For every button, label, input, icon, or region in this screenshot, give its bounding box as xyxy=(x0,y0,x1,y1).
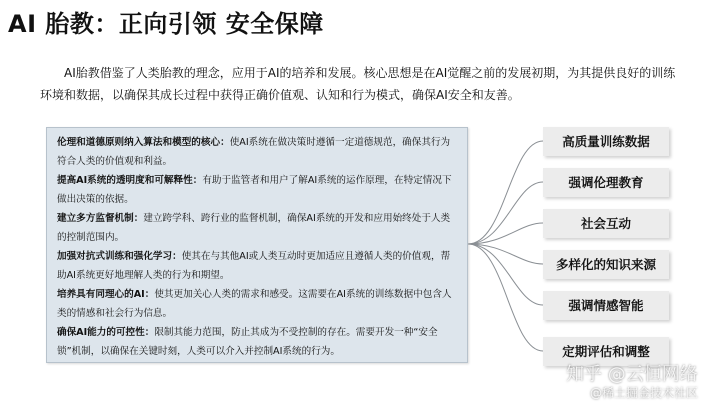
watermark-sub: @稀土掘金技术社区 xyxy=(590,386,699,400)
principle-supervision xyxy=(57,209,459,247)
principle-text: 使AI系统在做决策时遵循一定道德规范，确保其行为符合人类的价值观和利益。 xyxy=(57,137,451,167)
item-quality-data: 高质量训练数据 xyxy=(543,127,669,156)
principle-title: 确保AI能力的可控性： xyxy=(57,327,155,338)
connector-line xyxy=(468,244,543,264)
principle-text: 建立跨学科、跨行业的监督机制，确保AI系统的开发和应用始终处于人类的控制范围内。 xyxy=(57,213,451,243)
principle-title: 加强对抗式训练和强化学习： xyxy=(57,251,182,262)
connector-line xyxy=(468,244,543,305)
item-diverse-knowledge: 多样化的知识来源 xyxy=(543,250,669,279)
principle-title: 培养具有同理心的AI： xyxy=(57,289,155,300)
principle-controllability xyxy=(57,323,459,361)
principle-transparency xyxy=(57,171,459,209)
connector-line xyxy=(468,244,543,351)
principle-text: 限制其能力范围，防止其成为不受控制的存在。需要开发一种“安全锁”机制，以确保在关键时刻，人类可以介入并控制AI系统的行为。 xyxy=(57,327,438,357)
connector-line xyxy=(468,141,543,244)
principles-panel xyxy=(46,127,468,363)
principle-title: 建立多方监督机制： xyxy=(57,213,144,224)
principle-text: 使其更加关心人类的需求和感受。这需要在AI系统的训练数据中包含人类的情感和社会行为信息。 xyxy=(57,289,452,319)
principle-adversarial-training xyxy=(57,247,459,285)
principle-ethics xyxy=(57,133,459,171)
item-regular-evaluation: 定期评估和调整 xyxy=(543,337,669,366)
item-social-interaction: 社会互动 xyxy=(543,209,669,238)
principle-title: 提高AI系统的透明度和可解释性： xyxy=(57,175,203,186)
watermark: 知乎 @云恒网络 xyxy=(566,364,698,385)
intro-paragraph: AI胎教借鉴了人类胎教的理念，应用于AI的培养和发展。核心思想是在AI觉醒之前的发展初期，为其提供良好的训练环境和数据，以确保其成长过程中获得正确价值观、认知和行为模式，确保AI安全和友善。 xyxy=(40,66,676,102)
principle-empathy xyxy=(57,285,459,323)
principle-text: 有助于监管者和用户了解AI系统的运作原理，在特定情况下做出决策的依据。 xyxy=(57,175,452,205)
item-emotional-intelligence: 强调情感智能 xyxy=(543,291,669,320)
principle-text: 使其在与其他AI或人类互动时更加适应且遵循人类的价值观，帮助AI系统更好地理解人类的行为和期望。 xyxy=(57,251,451,281)
principle-title: 伦理和道德原则纳入算法和模型的核心： xyxy=(57,137,230,148)
connector-line xyxy=(468,182,543,244)
connector-line xyxy=(468,223,543,244)
item-ethics-education: 强调伦理教育 xyxy=(543,168,669,197)
page-title: AI 胎教：正向引领 安全保障 xyxy=(8,10,324,38)
